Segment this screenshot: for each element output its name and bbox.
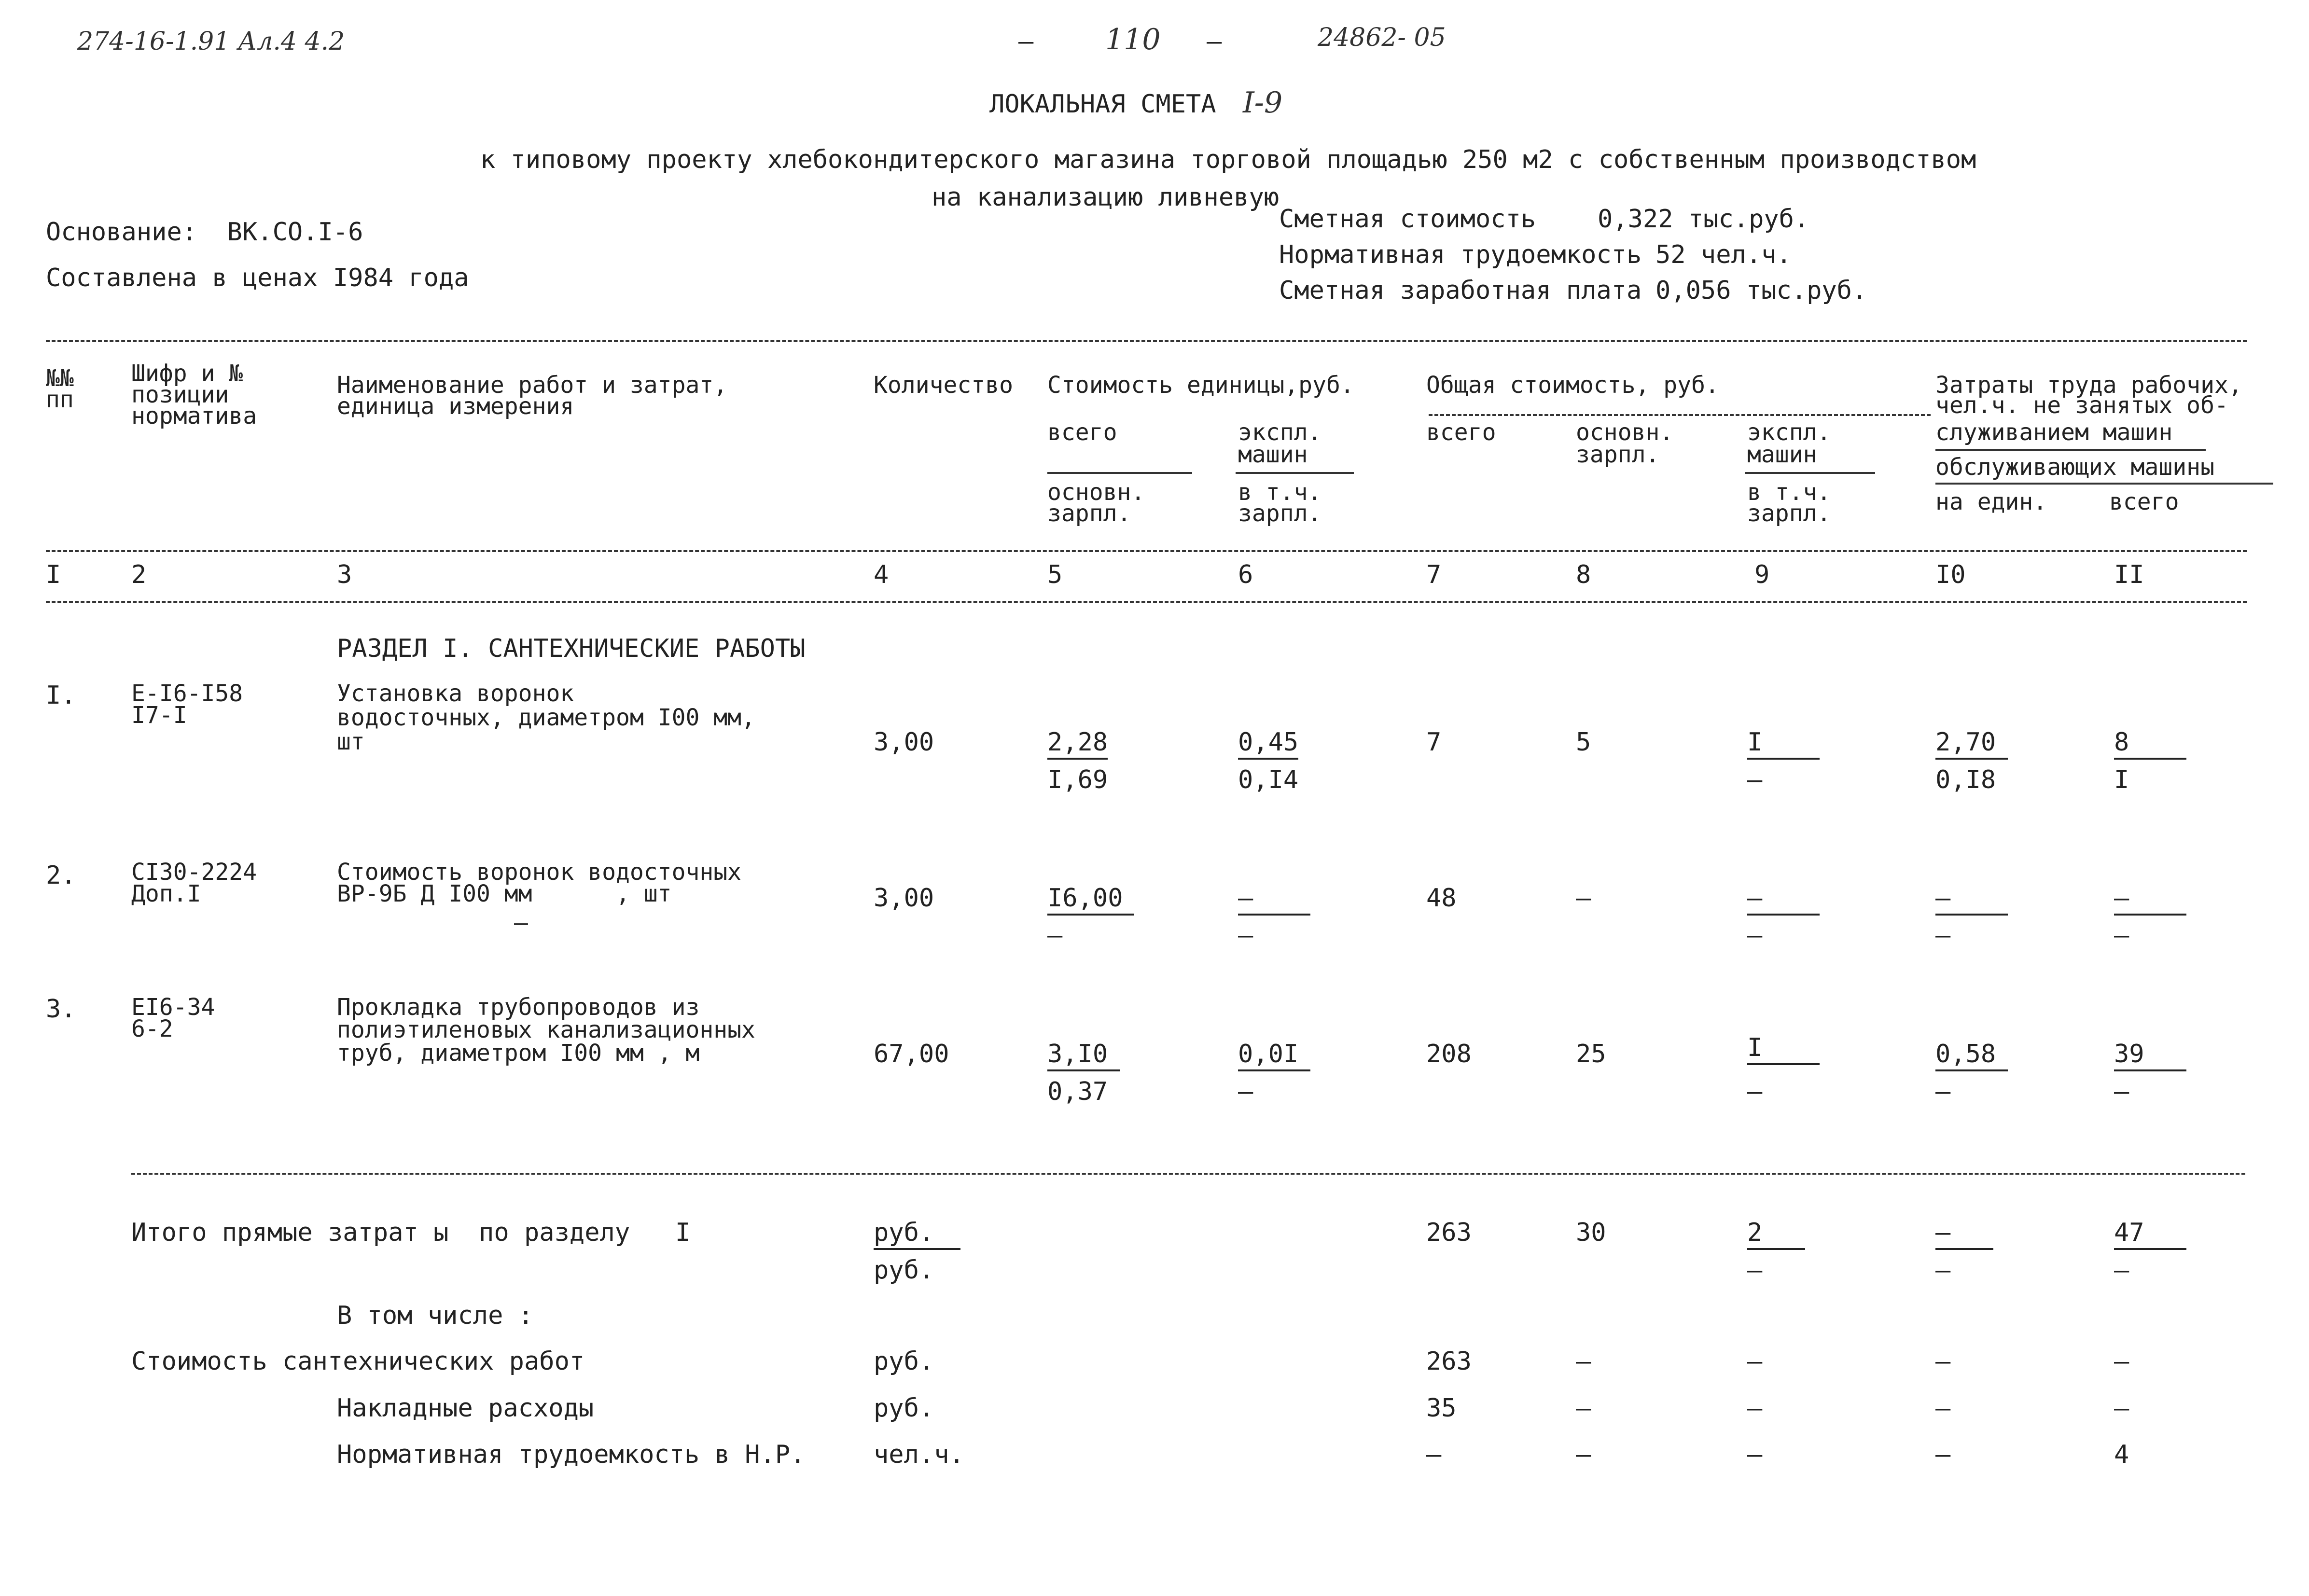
hdr-labor-2: чел.ч. не занятых об- [1935, 392, 2228, 419]
subtitle-project: к типовому проекту хлебокондитерского магазина торговой площадью 250 м2 с собственным производством [480, 145, 1976, 174]
totals-labor-unit-2: – [1935, 1256, 1951, 1285]
line1-mach: – [1747, 1347, 1763, 1376]
hdr-unit-rule-b [1236, 472, 1354, 474]
line1-wage: – [1576, 1347, 1591, 1376]
totals-mach: 2 [1747, 1220, 1805, 1250]
hdr-labor-rule-2 [1935, 483, 2273, 485]
col-num-1: I [46, 560, 61, 589]
hdr-total-cost: Общая стоимость, руб. [1426, 372, 1719, 399]
row1-name-2: водосточных, диаметром I00 мм, [337, 704, 755, 731]
col-num-2: 2 [131, 560, 147, 589]
row1-name-1: Установка воронок [337, 680, 574, 707]
line1-label: Стоимость сантехнических работ [131, 1347, 585, 1376]
row2-total: 48 [1426, 884, 1457, 913]
row1-code-2: I7-I [131, 702, 187, 729]
row2-labor-all: – [2114, 886, 2186, 916]
header-top-rule [46, 340, 2247, 342]
line2-label: Накладные расходы [337, 1394, 594, 1423]
row1-code-1: Е-I6-I58 [131, 680, 243, 707]
line2-total: 35 [1426, 1394, 1457, 1423]
hdr-code-3: норматива [131, 402, 257, 430]
row2-total-mach-wage: – [1747, 921, 1763, 950]
section-title: РАЗДЕЛ I. САНТЕХНИЧЕСКИЕ РАБОТЫ [337, 634, 806, 663]
hdr-unit-rule-a [1047, 472, 1192, 474]
line1-total: 263 [1426, 1347, 1472, 1376]
row2-unit-total: I6,00 [1047, 886, 1134, 916]
line3-labor-all: 4 [2114, 1440, 2129, 1469]
row3-qty: 67,00 [874, 1040, 949, 1069]
hdr-unit-mach-1: экспл. [1238, 419, 1322, 446]
hdr-name-2: единица измерения [337, 393, 574, 420]
col-num-10: I0 [1935, 560, 1966, 589]
row1-unit-mach: 0,45 [1238, 730, 1298, 760]
line1-labor-all: – [2114, 1347, 2129, 1376]
row2-name-2: ВР-9Б Д I00 мм , шт [337, 880, 672, 907]
subtitle-system: на канализацию ливневую [932, 183, 1280, 212]
line2-unit: руб. [874, 1394, 934, 1423]
wage-label: Сметная заработная плата [1279, 276, 1642, 305]
totals-wage: 30 [1576, 1218, 1606, 1247]
hdr-total-mach-2: машин [1747, 441, 1817, 468]
cost-value: 0,322 тыс.руб. [1598, 205, 1809, 234]
estimate-title: ЛОКАЛЬНАЯ СМЕТА [989, 90, 1216, 119]
wage-value: 0,056 тыс.руб. [1655, 276, 1867, 305]
hdr-unit-total: всего [1047, 419, 1117, 446]
row2-total-mach: – [1747, 886, 1820, 916]
row1-name-3: шт [337, 728, 365, 755]
totals-labor-unit: – [1935, 1220, 1993, 1250]
cost-label: Сметная стоимость [1279, 205, 1536, 234]
row3-total: 208 [1426, 1040, 1472, 1069]
row2-labor-all-2: – [2114, 921, 2129, 950]
col-num-11: II [2114, 560, 2144, 589]
row1-labor-all-2: I [2114, 765, 2129, 794]
header-num-top-rule [46, 550, 2247, 552]
row3-code-1: ЕI6-34 [131, 994, 215, 1021]
hdr-labor-3: служиванием машин [1935, 419, 2173, 446]
totals-labor-all: 47 [2114, 1220, 2186, 1250]
line2-labor-unit: – [1935, 1394, 1951, 1423]
totals-rule [131, 1173, 2245, 1175]
row3-labor-unit: 0,58 [1935, 1041, 2008, 1071]
header-bottom-rule [46, 601, 2247, 603]
archive-note: 274-16-1.91 Ал.4 4.2 [77, 27, 345, 56]
hdr-unit-cost: Стоимость единицы,руб. [1047, 372, 1354, 399]
hdr-name-1: Наименование работ и затрат, [337, 372, 728, 399]
col-num-8: 8 [1576, 560, 1591, 589]
hdr-code-2: позиции [131, 381, 229, 408]
totals-mach-wage: – [1747, 1256, 1763, 1285]
hdr-total-rule [1745, 472, 1875, 474]
hdr-no-2: пп [46, 386, 74, 413]
document-number: 24862- 05 [1318, 23, 1446, 52]
hdr-total-all: всего [1426, 419, 1496, 446]
row1-total-mach: I [1747, 730, 1820, 760]
hdr-labor-1: Затраты труда рабочих, [1935, 372, 2242, 399]
page-number: 110 [1105, 23, 1161, 56]
row1-total: 7 [1426, 728, 1442, 757]
row1-total-mach-wage: – [1747, 765, 1763, 794]
line1-unit: руб. [874, 1347, 934, 1376]
labor-label: Нормативная трудоемкость [1279, 240, 1642, 269]
row3-total-mach-wage: – [1747, 1077, 1763, 1106]
basis: Основание: ВК.СО.I-6 [46, 218, 363, 247]
row2-labor-unit-2: – [1935, 921, 1951, 950]
col-num-5: 5 [1047, 560, 1063, 589]
hdr-qty: Количество [874, 372, 1013, 399]
row1-labor-unit: 2,70 [1935, 730, 2008, 760]
row3-labor-all-2: – [2114, 1077, 2129, 1106]
row2-unit-mach-wage: – [1238, 921, 1253, 950]
row3-unit-total: 3,I0 [1047, 1041, 1120, 1071]
totals-unit-1: руб. [874, 1220, 960, 1250]
hdr-labor-all: всего [2109, 488, 2179, 515]
row3-labor-all: 39 [2114, 1041, 2186, 1071]
row3-code-2: 6-2 [131, 1015, 173, 1042]
hdr-total-wage-1: основн. [1576, 419, 1674, 446]
hdr-total-wage-2: зарпл. [1576, 441, 1660, 468]
col-num-4: 4 [874, 560, 889, 589]
line2-mach: – [1747, 1394, 1763, 1423]
hdr-code-1: Шифр и № [131, 360, 243, 387]
row3-name-2: полиэтиленовых канализационных [337, 1016, 755, 1043]
hdr-total-mach-wage-1: в т.ч. [1747, 479, 1831, 506]
row2-labor-unit: – [1935, 886, 2008, 916]
price-level: Составлена в ценах I984 года [46, 264, 469, 292]
including-label: В том числе : [337, 1301, 533, 1330]
row1-unit-mach-wage: 0,I4 [1238, 765, 1299, 794]
row1-qty: 3,00 [874, 728, 934, 757]
page-dash-right: – [1207, 27, 1222, 56]
row3-total-mach: I [1747, 1035, 1820, 1065]
col-num-3: 3 [337, 560, 352, 589]
totals-total: 263 [1426, 1218, 1472, 1247]
row2-no: 2. [46, 861, 76, 890]
hdr-unit-mach-2: машин [1238, 441, 1308, 468]
estimate-number: I-9 [1243, 86, 1283, 120]
line3-mach: – [1747, 1440, 1763, 1469]
row3-no: 3. [46, 995, 76, 1024]
hdr-unit-mach-wage-2: зарпл. [1238, 500, 1322, 527]
line3-unit: чел.ч. [874, 1440, 964, 1469]
row1-labor-unit-2: 0,I8 [1935, 765, 1996, 794]
line2-wage: – [1576, 1394, 1591, 1423]
hdr-total-mach-1: экспл. [1747, 419, 1831, 446]
hdr-no-1: №№ [46, 365, 74, 392]
hdr-unit-mach-wage-1: в т.ч. [1238, 479, 1322, 506]
row3-name-3: труб, диаметром I00 мм , м [337, 1040, 700, 1067]
line1-labor-unit: – [1935, 1347, 1951, 1376]
row2-qty: 3,00 [874, 884, 934, 913]
totals-unit-2: руб. [874, 1256, 934, 1285]
row3-unit-mach-wage: – [1238, 1077, 1253, 1106]
row3-unit-wage: 0,37 [1047, 1077, 1108, 1106]
line3-labor-unit: – [1935, 1440, 1951, 1469]
row2-unit-mach: – [1238, 886, 1310, 916]
row3-name-1: Прокладка трубопроводов из [337, 994, 700, 1021]
hdr-mid-dash [1429, 414, 1931, 416]
line2-labor-all: – [2114, 1394, 2129, 1423]
line3-wage: – [1576, 1440, 1591, 1469]
row1-no: I. [46, 681, 76, 710]
line3-label: Нормативная трудоемкость в Н.Р. [337, 1440, 806, 1469]
line3-total: – [1426, 1440, 1442, 1469]
row1-unit-wage: I,69 [1047, 765, 1108, 794]
row3-unit-mach: 0,0I [1238, 1041, 1310, 1071]
row1-total-wage: 5 [1576, 728, 1591, 757]
col-num-9: 9 [1754, 560, 1770, 589]
page-dash-left: – [1018, 27, 1034, 56]
col-num-7: 7 [1426, 560, 1442, 589]
row1-unit-total: 2,28 [1047, 730, 1108, 760]
labor-value: 52 чел.ч. [1655, 240, 1792, 269]
col-num-6: 6 [1238, 560, 1253, 589]
row2-name-3: – [514, 909, 528, 936]
hdr-labor-4: обслуживающих машины [1935, 454, 2214, 481]
row2-code-1: СI30-2224 [131, 859, 257, 886]
row2-total-wage: – [1576, 884, 1591, 913]
row2-code-2: Доп.I [131, 880, 201, 907]
row3-total-wage: 25 [1576, 1040, 1606, 1069]
totals-label: Итого прямые затрат ы по разделу I [131, 1218, 691, 1247]
hdr-labor-rule-1 [1935, 449, 2206, 451]
hdr-labor-unit: на един. [1935, 488, 2047, 515]
row2-unit-wage: – [1047, 921, 1063, 950]
hdr-unit-wage-1: основн. [1047, 479, 1145, 506]
hdr-total-mach-wage-2: зарпл. [1747, 500, 1831, 527]
row3-labor-unit-2: – [1935, 1077, 1951, 1106]
row1-labor-all: 8 [2114, 730, 2186, 760]
totals-labor-all-2: – [2114, 1256, 2129, 1285]
row2-name-1: Стоимость воронок водосточных [337, 859, 742, 886]
hdr-unit-wage-2: зарпл. [1047, 500, 1131, 527]
